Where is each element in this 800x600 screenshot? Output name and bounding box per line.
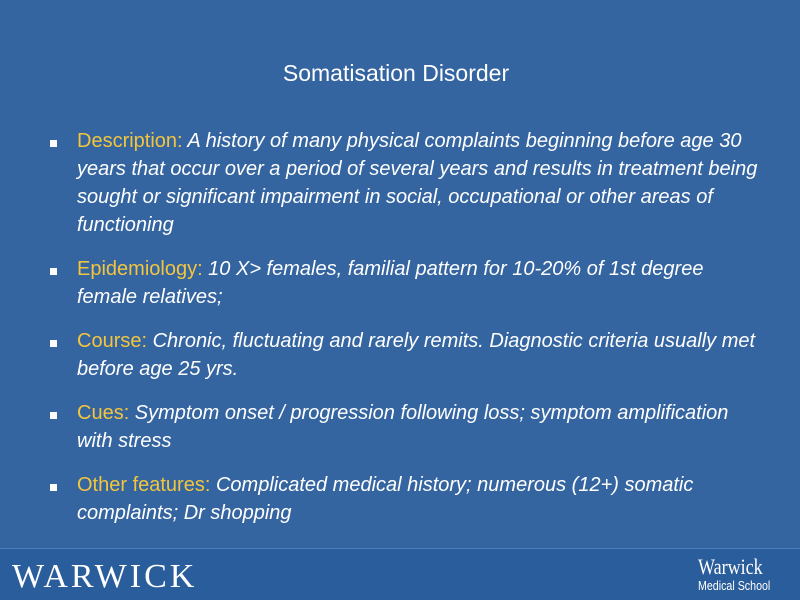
bullet-text: A history of many physical complaints beginning before age 30 years that occur over a period of several years and results in treatment being sought or significant impairment in social, occupational or other areas of functioning <box>77 130 758 236</box>
bullet-term: Cues: <box>77 402 130 424</box>
bullet-item-cues <box>50 399 760 455</box>
bullet-item-other-features <box>50 471 760 527</box>
warwick-medical-school-logo <box>698 556 786 594</box>
wms-logo-top: Warwick <box>697 554 763 579</box>
bullet-term: Epidemiology: <box>77 258 203 280</box>
bullet-item-course <box>50 327 760 383</box>
bullet-text: Complicated medical history; numerous (12+) somatic complaints; Dr shopping <box>77 474 694 524</box>
bullet-item-epidemiology <box>50 255 760 311</box>
warwick-logo: WARWICK <box>12 558 198 595</box>
square-bullet-icon <box>50 412 57 419</box>
bullet-text: Chronic, fluctuating and rarely remits. Diagnostic criteria usually met before age 25 yrs. <box>77 330 756 380</box>
wms-logo-bottom: Medical School <box>697 578 771 593</box>
square-bullet-icon <box>50 140 57 147</box>
bullet-text: Symptom onset / progression following loss; symptom amplification with stress <box>77 402 729 452</box>
square-bullet-icon <box>50 484 57 491</box>
square-bullet-icon <box>50 340 57 347</box>
bullet-text: 10 X> females, familial pattern for 10-20% of 1st degree female relatives; <box>77 258 704 308</box>
footer-bar <box>0 548 800 600</box>
slide-title: Somatisation Disorder <box>282 60 510 86</box>
bullet-item-description <box>50 127 760 239</box>
bullet-term: Description: <box>77 130 183 152</box>
bullet-term: Other features: <box>77 474 211 496</box>
bullet-list <box>50 127 760 543</box>
square-bullet-icon <box>50 268 57 275</box>
bullet-term: Course: <box>77 330 148 352</box>
